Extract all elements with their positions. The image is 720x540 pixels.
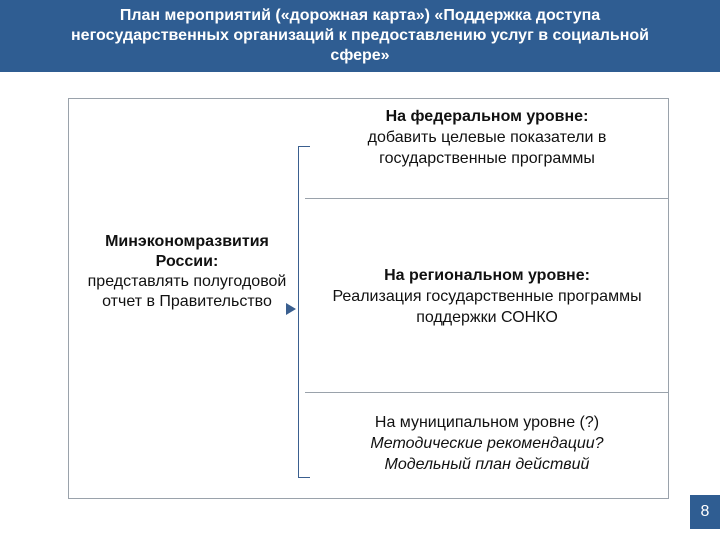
federal-text: добавить целевые показатели в государственные программы [367,129,607,167]
arrow-icon [286,303,296,315]
ministry-block [82,232,292,312]
municipal-line2: Модельный план действий [384,456,590,473]
divider [305,198,669,199]
page-title: План мероприятий («дорожная карта») «Поддержка доступа негосударственных организаций к предоставлению услуг в социальной сфере» [71,7,649,64]
divider [305,392,669,393]
municipal-heading: На муниципальном уровне (?) [374,414,600,431]
municipal-line1: Методические рекомендации? [370,435,604,452]
municipal-level [305,412,669,475]
regional-text: Реализация государственные программы поддержки СОНКО [332,288,642,326]
federal-heading: На федеральном уровне: [385,108,589,125]
ministry-action: представлять полугодовой отчет в Правительство [87,273,287,310]
ministry-name: Минэкономразвития России: [105,233,269,270]
regional-level [305,265,669,328]
header-bar [0,0,720,72]
regional-heading: На региональном уровне: [384,267,590,284]
page-number: 8 [690,495,720,529]
federal-level [305,106,669,169]
